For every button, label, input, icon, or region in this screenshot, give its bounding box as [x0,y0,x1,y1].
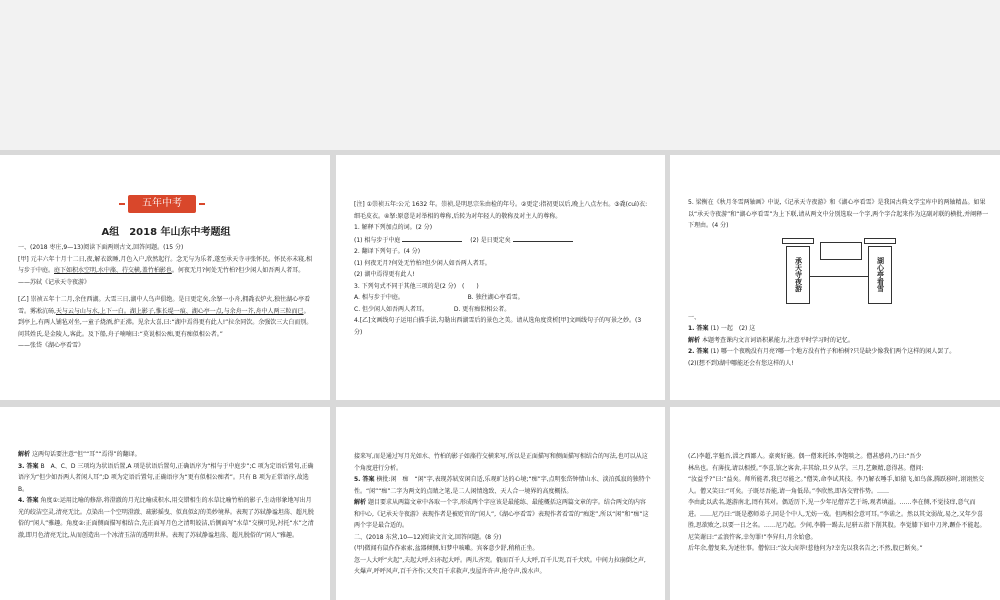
option-b: B. 独往湖心亭看雪。 [467,294,524,301]
answer-section: 一、 [688,313,701,321]
question-3: 3. 下列句式不同于其他三项的是(2 分) ( ) [354,282,479,290]
question-1-items [354,234,651,247]
answer-4 [18,495,316,541]
answer-blank [402,234,462,242]
question-2-a: (1) 何夜无月?何处无竹柏?但少闲人如吾两人者耳。 [354,259,491,267]
passage-yi-source: ——张岱《湖心亭看雪》 [18,342,85,349]
passage-yi-label: [乙] [18,296,29,303]
question-2-b: (2) 湖中焉得更有此人! [354,271,415,278]
passage-jia [18,254,314,277]
answer-1-explanation [688,335,990,347]
answer-line [810,276,868,277]
passage-2-yi-line-5: 后年余,僧复来,为述往事。僧惊曰:“汝大卤莽!惹他何为?幸先以我名告之;不然,股已断矣。” [688,545,923,552]
document-page-4 [0,407,330,600]
passage-2-yi-line-2: 林出也。有薄技,请以相授。”李喜,馆之客舍,丰其给,旦夕从学。三月,艺颇精,意得甚。僧问: [688,464,924,472]
answer-1 [688,323,990,335]
answer-2-label: 2. 答案 [688,348,709,355]
passage-jia-source: ——苏轼《记承天寺夜游》 [18,278,91,286]
question-1-b: (2) 是日更定矣 [470,236,511,244]
passage-jia-text-1: 元丰六年十月十二日,夜,解衣欲睡,月色入户,欣然起行。念无与为乐者,遂至承天寺寻张怀民。怀民亦未寝,相与步于中庭。 [18,255,313,274]
passage-yi-underlined: 天与云与山与水,上下一白。湖上影子,惟长堤一痕、湖心亭一点,与余舟一芥,舟中人两三粒而已 [55,307,304,315]
annotation-note: [注] ①崇祯五年:公元 1632 年。崇祯,是明思宗朱由检的年号。②更定:指初更以后,晚上八点左右。③毳(cuì)衣:细毛皮衣。④拏:原意是对举相的尊称,后转为对年轻人的敬称及对主人的尊称。 [354,201,648,220]
document-page-3 [670,155,1000,400]
answer-3 [18,461,316,496]
group-title: A组 2018 年山东中考题组 [101,227,231,238]
scroll-rod-left [782,238,814,244]
explanation-text: 本题考查课内文言词语积累能力,注意平时学习时的记忆。 [701,336,854,344]
explanation-text: 这两句话要注意“但”“耳”“焉得”的翻译。 [31,451,141,458]
passage-yi-text-1: 崇祯五年十二月,余住西湖。大雪三日,湖中人鸟声俱绝。是日更定矣,余拏一小舟,拥毳衣炉火,独往湖心亭看雪。雾凇沆砀, [18,296,311,315]
horizontal-scroll-blank [820,242,862,260]
passage-jia-label: [甲] [18,255,29,263]
passage-2-yi-line-1: (乙)李超,字魁吾,淄之西鄙人。豪爽好施。偶一僧来托钵,李饱啖之。僧甚感荷,乃曰:“吾少 [688,453,922,460]
five-year-exam-badge: 五年中考 [128,195,196,213]
passage-2-jia: (甲)微闻有鼠作作索索,盆器倾侧,妇梦中咳嗽。宾客意少舒,稍稍正坐。 [354,545,539,552]
document-page-6 [670,407,1000,600]
answer-2-a: (1) 哪一个夜晚没有月亮?哪一个地方没有竹子和柏树?只是缺少像我们两个这样的闲人罢了。 [710,348,956,355]
passage-yi-text-2: 。到亭上,有两人铺毡对坐,一童子烧酒,炉正沸。见余大喜,曰:“湖中焉得更有此人!”拉余同饮。余强饮三大白而别。问其姓氏,是金陵人,客此。及下船,舟子喃喃曰:“莫说相公痴,更有痴似相公者。” [18,307,313,338]
passage-jia-underlined: 庭下如积水空明,水中藻、荇交横,盖竹柏影也 [54,267,172,274]
passage-2-yi-line-4: 李由此以武名,遨游南北,罔有其对。偶适历下,见一少年尼僧弄艺于场,观者填溢。……李在侧,不觉技痒,意气而进。……尼乃曰:“既是憨师弟子,同是个中人,无妨一戏。但两相会意可耳。”李诺之。然以其文弱故,易之,又年少喜胜,思欲败之,以要一日之名。……尼乃起。少间,李腾一踢去,尼骈五指下削其股。李觉膝下如中刀斧,蹶仆不能起。尼笑谢曰:“孟浪忤客,幸勿罪!”李舁归,月余始愈。 [688,499,986,541]
couplet-left: 承天寺夜游 [786,246,810,304]
passage-2-jia-continued: 忽一人大呼“火起”,夫起大呼,妇亦起大呼。两儿齐哭。俄而百千人大呼,百千儿哭,百千犬吠。中间力拉崩倒之声,火爆声,呼呼风声,百千齐作;又夹百千求救声,曳屋许许声,抢夺声,泼水声。 [354,556,646,575]
answer-5-label: 5. 答案 [354,476,375,483]
passage-2-yi-line-3: “汝益乎?”曰:“益矣。师所能者,我已尽能之。”僧笑,命李试其技。李乃解衣唾手,如猿飞,如鸟落,腾跃移时,诩诩然交人。僧又笑曰:“可矣。子既尽吾能,请一角低昂。”李欣然,即各交臂作势。…… [688,476,985,495]
explanation-text: 题目要求从两篇文章中各取一个字,形成两个字应该是最能练、最能概括这两篇文章的字。结合两文的内容和中心,《记承天寺夜游》表现作者是被贬官的“闲人”,《湖心亭看雪》表现作者看雪的“痴迷”,所以“闲”和“痴”这两个字是最合适的。 [354,499,649,529]
answer-3-text: B A、C、D 三项均为状语后置,A 项是状语后置句,正确语序为“相与于中庭步”;C 项为定语后置句,正确语序为“但少如吾两人者闲人耳”;D 项为定语后置句,正确语序为“更有似相公痴者”。只有 B 项为正常语序,故选 B。 [18,462,314,493]
answer-2 [688,346,990,358]
option-a: A. 相与步于中庭。 [354,294,404,301]
explanation-5 [354,497,651,532]
document-page-1 [0,155,330,400]
question-intro: 一、(2018 枣庄,9—13)阅读下面两则古文,回答问题。(15 分) [18,244,184,251]
answer-2-b: (2)(想不到)湖中哪能还会有您这样的人! [688,359,794,367]
viewer-top-background [0,0,1000,150]
question-4: 4.[乙]文画线句子运用白描手法,勾勒出西湖雪后的景色之美。请从选角度赏析[甲]文画线句子的写景之妙。(3 分) [354,317,642,336]
answer-1-text: (1) 一起 (2) 这 [710,325,756,332]
answer-blank [513,234,573,242]
question-3-options-ab [354,292,651,304]
passage-yi [18,294,314,340]
answer-1-label: 1. 答案 [688,325,709,332]
question-5: 5. 梁衡在《秋月冬雪两轴画》中说,《记承天寺夜游》和《湖心亭看雪》是我国古典文学宝库中的两轴精品。如果以“承天寺夜游”和“湖心亭看雪”为上下联,请从两文中分别选取一个字,两个字合起来作为这副对联的横批,并阐释一下理由。(4 分) [688,199,989,229]
document-page-5 [336,407,665,600]
question-group-2-intro: 二、(2018 东营,10—12)阅读文言文,回答问题。(8 分) [354,533,502,541]
answer-4-label: 4. 答案 [18,497,39,504]
scroll-rod-right [864,238,896,244]
option-d: D. 更有痴似相公者。 [453,305,511,313]
passage-jia-text-2: 。何夜无月?何处无竹柏?但少闲人如吾两人者耳。 [171,267,305,274]
explanation-label: 解析 [354,499,367,506]
answer-5 [354,474,651,497]
answer-4-continued: 接来写,而是通过写月光如水、竹柏的影子如藻荇交横来写,所以是正面描写和侧面描写相结合的写法,也可以从这个角度进行分析。 [354,453,648,472]
explanation-label: 解析 [688,336,701,344]
option-c: C. 但少闲人如吾两人者耳。 [354,305,429,313]
question-1-a: (1) 相与步于中庭 [354,236,401,244]
answer-3-label: 3. 答案 [18,462,39,470]
document-page-2 [336,155,665,400]
couplet-right: 湖心亭看雪 [868,246,892,304]
question-3-options-cd [354,304,651,316]
explanation-label: 解析 [18,451,31,458]
answer-4-text: 角度①:运用比喻的修辞,将澄澈的月光比喻成积水,用交错相生的水草比喻竹柏的影子,生动形象地写出月光的皎洁空灵,清亮无比。点染出一个空明澄澈、疏影摇曳、似真似幻的美妙境界。表现了苏轼静谧坦荡、超凡脱俗的“闲人”雅趣。角度②:正面侧面描写相结合,先正面写月色之清明皎洁,后侧面写“水草”交横可见,衬托“水”之清澈,即月色清亮无比,从而创造出一个冰清玉洁的透明世界。表现了苏轼静谧坦荡、超凡脱俗的“闲人”雅趣。 [18,497,314,539]
answer-5-text: 横批:闲 痴 “闲”字,表现苏轼安闲自适,乐观旷达的心境;“痴”字,点明张岱钟情山水、淡泊孤寂的独特个性。“闲”“痴”二字为两文的点睛之笔,是二人闲情逸致、天人合一境界的高度概括。 [354,476,651,495]
question-2: 2. 翻译下列句子。(4 分) [354,248,421,255]
couplet-illustration [780,238,920,308]
explanation-2 [18,449,316,461]
question-1: 1. 解释下列加点的词。(2 分) [354,224,433,231]
